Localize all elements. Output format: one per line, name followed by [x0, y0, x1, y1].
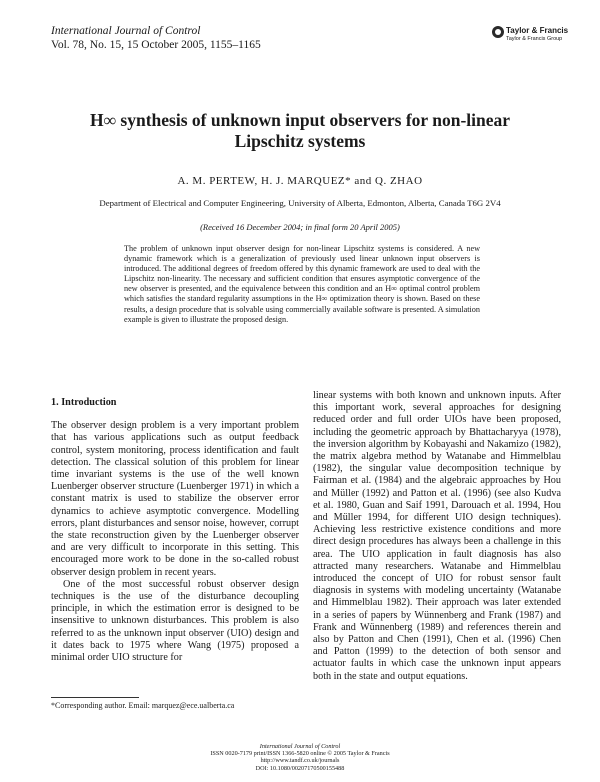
- paragraph: The observer design problem is a very important problem that has various applications such as output feedback control, system monitoring, process identification and fault detection. The classical solution of this problem for linear time invariant systems is the use of the well known Luenberger observer structure (Luenberger 1971) in which a constant matrix is used to stabilize the observer error dynamics to achieve asymptotic convergence. Modelling errors, plant disturbances and sensor noise, however, corrupt the state reconstruction given by the Luenberger observer and are very difficult to incorporate in this setting. This encouraged more work to be done in the so-called robust observer design problem in recent years.: [51, 420, 299, 578]
- publisher-icon: [492, 26, 504, 38]
- pub-journal: International Journal of Control: [259, 743, 341, 750]
- received-dates: (Received 16 December 2004; in final form 20 April 2005): [200, 222, 400, 232]
- title-line-1: H∞ synthesis of unknown input observers for non-linear: [89, 110, 511, 130]
- pub-url: http://www.tandf.co.uk/journals: [260, 757, 340, 765]
- journal-volume: Vol. 78, No. 15, 15 October 2005, 1155–1165: [51, 39, 261, 51]
- right-column: [313, 390, 561, 683]
- journal-name: International Journal of Control: [51, 25, 201, 37]
- affiliation: Department of Electrical and Computer Engineering, University of Alberta, Edmonton, Alberta, Canada T6G 2V4: [99, 198, 501, 208]
- paper-title: [40, 110, 560, 152]
- footnote-divider: [51, 697, 139, 698]
- abstract: The problem of unknown input observer design for non-linear Lipschitz systems is considered. A new dynamic framework which is a generalization of previously used linear unknown input observers is introduced. The additional degrees of freedom offered by this dynamic framework are used to deal with the Lipschitz non-linearity. The necessary and sufficient condition that ensures asymptotic convergence of the new observer is presented, and the equivalence between this condition and an H∞ optimal control problem which satisfies the standard regularity assumptions in the H∞ optimization theory is shown. Based on these results, a design procedure that is solvable using commercially available software is presented. A simulation example is given to illustrate the proposed design.: [124, 244, 480, 324]
- publisher-name: Taylor & Francis: [506, 26, 569, 35]
- pub-issn: ISSN 0020-7179 print/ISSN 1366-5820 online © 2005 Taylor & Francis: [210, 750, 390, 758]
- pub-doi: DOI: 10.1080/00207170500155488: [255, 764, 345, 772]
- footnote: *Corresponding author. Email: marquez@ece.ualberta.ca: [51, 701, 235, 710]
- left-column: [51, 397, 299, 664]
- authors: A. M. PERTEW, H. J. MARQUEZ* and Q. ZHAO: [177, 175, 423, 187]
- publisher-group: Taylor & Francis Group: [506, 36, 563, 42]
- paragraph: One of the most successful robust observer design techniques is the use of the disturbance decoupling principle, in which the estimation error is designed to be insensitive to unknown disturbances. This problem is also referred to as the unknown input observer (UIO) design and it dates back to 1975 where Wang (1975) proposed a minimal order UIO structure for: [51, 578, 299, 664]
- paragraph: linear systems with both known and unknown inputs. After this important work, several approaches for designing reduced order and full order UIOs have been proposed, including the geometric approach by Bhattacharyya (1978), the inversion algorithm by Kobayashi and Nakamizo (1982), the matrix algebra method by Watanabe and Himmelblau (1982), the singular value decomposition technique by Fairman et al. (1984) and the algebraic approaches by Hou and Müller (1992) and Patton et al. (1996) (see also Kudva et al. 1980, Guan and Saif 1991, Darouach et al. 1994, Hou and Müller 1994, for different UIO design techniques). Achieving less restrictive existence conditions and more direct design procedures has always been a challenge in this area. The UIO application in fault diagnosis has also attracted many researchers. Watanabe and Himmelblau introduced the concept of UIO for robust sensor fault diagnosis in systems with modeling uncertainty (Watanabe and Himmelblau 1982). Their approach was later extended in a series of papers by Wünnenberg and Frank (1987) and Frank and Wünnenberg (1989) and references therein and also by Patton and Chen (1991), Chen et al. (1996) Chen and Patton (1999) to the detection of both sensor and actuator faults in which case the unknown input appears both in the state and output equations.: [313, 390, 561, 682]
- section-heading: 1. Introduction: [51, 397, 117, 408]
- publication-info: [150, 743, 450, 772]
- title-line-2: Lipschitz systems: [234, 131, 366, 151]
